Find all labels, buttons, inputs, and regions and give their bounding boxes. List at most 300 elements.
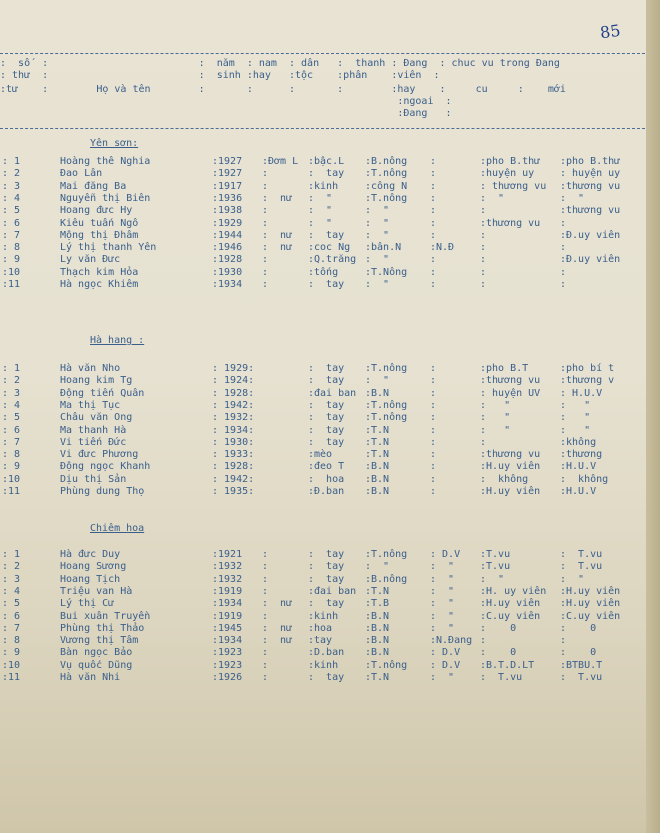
cell-new: :H.U.V <box>560 461 597 473</box>
table-row <box>0 449 650 460</box>
cell-new: : T.vu <box>560 561 603 573</box>
table-row <box>0 574 650 585</box>
header-line-4: :ngoai : <box>0 96 452 107</box>
header-line-3: :tư : Họ và tên : : : : :hay : cu : mới <box>0 84 566 95</box>
cell-name: Bui xuân Truyền <box>60 610 151 622</box>
cell-old: :thương vu <box>480 449 541 461</box>
cell-class: :B.N <box>365 461 390 473</box>
cell-gender: : <box>262 180 269 192</box>
cell-old: : 0 <box>480 622 517 634</box>
cell-party: : <box>430 424 437 436</box>
cell-party: : <box>430 387 437 399</box>
cell-ethnic: :hoa <box>308 622 333 634</box>
cell-class: :B.nông <box>365 156 408 167</box>
cell-no: : 9 <box>2 461 21 473</box>
cell-ethnic: :kinh <box>308 610 339 622</box>
cell-class: : " <box>365 254 390 266</box>
cell-year: : 1942: <box>212 473 255 485</box>
cell-ethnic: : tay <box>308 279 345 290</box>
cell-class: :T.nông <box>365 192 408 204</box>
cell-gender: : nư <box>262 635 293 647</box>
cell-party: : <box>430 449 437 461</box>
table-row <box>0 218 650 229</box>
table-row <box>0 561 650 572</box>
table-row <box>0 623 650 634</box>
cell-no: : 8 <box>2 242 21 254</box>
cell-gender: : <box>262 647 269 659</box>
table-row <box>0 635 650 646</box>
cell-class: : " <box>365 561 390 573</box>
cell-no: : 7 <box>2 436 21 448</box>
cell-gender: : <box>262 266 269 278</box>
cell-gender: : <box>262 217 269 229</box>
cell-old: :pho B.T <box>480 363 529 374</box>
cell-class: :T.nông <box>365 412 408 424</box>
cell-ethnic: :kinh <box>308 659 339 671</box>
section-title: Yên sơn: <box>90 138 139 149</box>
cell-no: : 6 <box>2 424 21 436</box>
cell-year: :1919 <box>212 585 243 597</box>
cell-new: :thương vu <box>560 205 621 217</box>
cell-year: :1934 <box>212 598 243 610</box>
cell-name: Vi tiến Đức <box>60 436 127 448</box>
cell-gender: :Đơm L <box>262 156 299 167</box>
cell-name: Nguyễn thị Biên <box>60 192 151 204</box>
cell-gender: : <box>262 672 269 683</box>
cell-name: Ma thanh Hà <box>60 424 127 436</box>
cell-party: : <box>430 279 437 290</box>
cell-party: : " <box>430 561 455 573</box>
cell-class: :T.N <box>365 436 390 448</box>
cell-old: : huyện UV <box>480 387 541 399</box>
cell-ethnic: :đai ban <box>308 585 357 597</box>
cell-old: :T.vu <box>480 561 511 573</box>
cell-new: :H.U.V <box>560 486 597 497</box>
cell-no: : 1 <box>2 156 21 167</box>
cell-class: : " <box>365 279 390 290</box>
cell-year: :1945 <box>212 622 243 634</box>
cell-new: : không <box>560 473 609 485</box>
cell-year: :1938 <box>212 205 243 217</box>
cell-ethnic: :tay <box>308 635 333 647</box>
cell-year: :1932 <box>212 561 243 573</box>
page-number: 85 <box>598 20 622 43</box>
cell-no: : 5 <box>2 598 21 610</box>
cell-no: : 3 <box>2 180 21 192</box>
cell-ethnic: : tay <box>308 363 345 374</box>
table-row <box>0 193 650 204</box>
header-line-2: : thư : : sinh :hay :tộc :phân :viên : <box>0 70 440 81</box>
cell-no: : 2 <box>2 375 21 387</box>
cell-ethnic: : tay <box>308 436 345 448</box>
cell-party: : <box>430 266 437 278</box>
cell-ethnic: : tay <box>308 399 345 411</box>
cell-ethnic: : hoa <box>308 473 345 485</box>
table-row <box>0 230 650 241</box>
cell-new: :không <box>560 436 597 448</box>
cell-ethnic: :D.ban <box>308 647 345 659</box>
table-row <box>0 375 650 386</box>
cell-year: :1927 <box>212 156 243 167</box>
cell-ethnic: :đeo T <box>308 461 345 473</box>
cell-year: :1932 <box>212 573 243 585</box>
cell-name: Phùng dung Thọ <box>60 486 145 497</box>
cell-old: : <box>480 205 487 217</box>
cell-ethnic: :bậc.L <box>308 156 345 167</box>
cell-name: Lý thị Cư <box>60 598 115 610</box>
cell-name: Bàn ngọc Bảo <box>60 647 133 659</box>
cell-ethnic: : tay <box>308 168 345 180</box>
header-bottom-rule <box>0 128 650 129</box>
cell-party: : <box>430 412 437 424</box>
cell-class: :công N <box>365 180 408 192</box>
cell-old: :T.vu <box>480 549 511 560</box>
cell-class: :T.N <box>365 585 390 597</box>
cell-party: : D.V <box>430 659 461 671</box>
cell-new: : H.U.V <box>560 387 603 399</box>
cell-name: Kiêu tuấn Ngô <box>60 217 139 229</box>
cell-name: Vụ quốc Dũng <box>60 659 133 671</box>
cell-old: :C.uy viên <box>480 610 541 622</box>
table-row <box>0 267 650 278</box>
cell-ethnic: :kinh <box>308 180 339 192</box>
cell-new: : " <box>560 573 585 585</box>
cell-party: : " <box>430 598 455 610</box>
cell-gender: : <box>262 279 269 290</box>
cell-no: : 2 <box>2 168 21 180</box>
table-row <box>0 474 650 485</box>
cell-class: :B.nông <box>365 573 408 585</box>
cell-old: :H. uy viên <box>480 585 547 597</box>
table-row <box>0 156 650 167</box>
table-row <box>0 279 650 290</box>
cell-new: : <box>560 217 567 229</box>
cell-old: :thương vu <box>480 217 541 229</box>
cell-gender: : <box>262 659 269 671</box>
cell-new: : " <box>560 399 591 411</box>
cell-new: : " <box>560 192 585 204</box>
cell-year: : 1929: <box>212 363 255 374</box>
cell-gender: : <box>262 168 269 180</box>
cell-class: :T.nông <box>365 168 408 180</box>
cell-name: Mộng thị Đhâm <box>60 229 139 241</box>
cell-ethnic: : " <box>308 205 333 217</box>
cell-old: : <box>480 242 487 254</box>
table-row <box>0 205 650 216</box>
cell-new: : <box>560 242 567 254</box>
cell-new: : T.vu <box>560 549 603 560</box>
cell-party: : <box>430 436 437 448</box>
table-row <box>0 400 650 411</box>
cell-no: : 5 <box>2 412 21 424</box>
cell-year: : 1932: <box>212 412 255 424</box>
cell-party: : <box>430 229 437 241</box>
table-row <box>0 647 650 658</box>
cell-new: : <box>560 635 567 647</box>
table-row <box>0 486 650 497</box>
cell-year: :1923 <box>212 659 243 671</box>
cell-year: :1944 <box>212 229 243 241</box>
cell-no: : 4 <box>2 585 21 597</box>
cell-ethnic: :Q.trăng <box>308 254 357 266</box>
cell-ethnic: :mèo <box>308 449 333 461</box>
cell-class: :bân.N <box>365 242 402 254</box>
cell-no: : 7 <box>2 229 21 241</box>
cell-year: : 1928: <box>212 461 255 473</box>
cell-new: :H.uy viên <box>560 598 621 610</box>
cell-old: : " <box>480 424 511 436</box>
cell-ethnic: : tay <box>308 561 345 573</box>
cell-party: :N.Đang <box>430 635 473 647</box>
table-row <box>0 363 650 374</box>
cell-year: :1936 <box>212 192 243 204</box>
header-top-rule <box>0 53 650 54</box>
cell-year: :1919 <box>212 610 243 622</box>
cell-party: : <box>430 486 437 497</box>
table-row <box>0 672 650 683</box>
cell-class: :B.N <box>365 387 390 399</box>
cell-gender: : <box>262 205 269 217</box>
cell-party: : D.V <box>430 549 461 560</box>
cell-name: Ma thị Tục <box>60 399 121 411</box>
cell-party: : <box>430 254 437 266</box>
cell-gender: : <box>262 549 269 560</box>
cell-old: : không <box>480 473 529 485</box>
cell-new: :C.uy viên <box>560 610 621 622</box>
cell-class: :B.N <box>365 486 390 497</box>
cell-name: Lý thị thanh Yên <box>60 242 157 254</box>
cell-old: : 0 <box>480 647 517 659</box>
cell-new: : <box>560 279 567 290</box>
cell-name: Hoang Sương <box>60 561 127 573</box>
cell-name: Phùng thị Thảo <box>60 622 145 634</box>
cell-old: :H.uy viên <box>480 486 541 497</box>
cell-name: Vi đưc Phương <box>60 449 139 461</box>
cell-ethnic: : " <box>308 192 333 204</box>
table-row <box>0 181 650 192</box>
cell-year: :1921 <box>212 549 243 560</box>
cell-year: :1930 <box>212 266 243 278</box>
cell-no: :11 <box>2 486 21 497</box>
cell-ethnic: : " <box>308 217 333 229</box>
table-row <box>0 437 650 448</box>
cell-gender: : <box>262 585 269 597</box>
cell-new: :thương <box>560 449 603 461</box>
cell-ethnic: : tay <box>308 229 345 241</box>
cell-class: :T.nông <box>365 363 408 374</box>
cell-party: : <box>430 168 437 180</box>
cell-name: Hoang Tịch <box>60 573 121 585</box>
cell-new: : 0 <box>560 647 597 659</box>
cell-ethnic: :tống <box>308 266 339 278</box>
cell-party: : D.V <box>430 647 461 659</box>
cell-old: :B.T.D.LT <box>480 659 535 671</box>
cell-old: :huyện uy <box>480 168 535 180</box>
cell-new: :pho bí t <box>560 363 615 374</box>
cell-class: :B.N <box>365 635 390 647</box>
cell-class: :T.N <box>365 672 390 683</box>
cell-old: : " <box>480 399 511 411</box>
cell-party: : <box>430 375 437 387</box>
cell-year: : 1934: <box>212 424 255 436</box>
cell-ethnic: :coc Ng <box>308 242 351 254</box>
cell-party: : <box>430 363 437 374</box>
cell-new: :pho B.thư <box>560 156 621 167</box>
cell-no: : 9 <box>2 254 21 266</box>
cell-no: :10 <box>2 659 21 671</box>
cell-old: : " <box>480 573 505 585</box>
cell-new: :Đ.uy viên <box>560 229 621 241</box>
cell-new: : huyện uy <box>560 168 621 180</box>
cell-name: Động tiến Quân <box>60 387 145 399</box>
cell-no: : 4 <box>2 399 21 411</box>
cell-class: :T.B <box>365 598 390 610</box>
cell-year: : 1942: <box>212 399 255 411</box>
table-row <box>0 168 650 179</box>
cell-ethnic: :Đ.ban <box>308 486 345 497</box>
cell-ethnic: : tay <box>308 424 345 436</box>
cell-old: : " <box>480 192 505 204</box>
table-row <box>0 598 650 609</box>
cell-party: : <box>430 156 437 167</box>
cell-no: :10 <box>2 473 21 485</box>
cell-new: : " <box>560 424 591 436</box>
cell-year: : 1924: <box>212 375 255 387</box>
cell-year: :1917 <box>212 180 243 192</box>
cell-name: Hà đưc Duy <box>60 549 121 560</box>
cell-new: :BTBU.T <box>560 659 603 671</box>
cell-gender: : nư <box>262 598 293 610</box>
cell-ethnic: : tay <box>308 672 345 683</box>
cell-no: : 2 <box>2 561 21 573</box>
cell-new: :H.uy viên <box>560 585 621 597</box>
cell-old: :thương vu <box>480 375 541 387</box>
cell-ethnic: : tay <box>308 412 345 424</box>
cell-party: : " <box>430 622 455 634</box>
cell-class: :B.N <box>365 622 390 634</box>
cell-gender: : nư <box>262 242 293 254</box>
cell-gender: : nư <box>262 622 293 634</box>
cell-no: : 1 <box>2 363 21 374</box>
cell-class: :B.N <box>365 473 390 485</box>
cell-no: :11 <box>2 279 21 290</box>
cell-new: :thương v <box>560 375 615 387</box>
table-row <box>0 388 650 399</box>
cell-name: Hà ngọc Khiêm <box>60 279 139 290</box>
cell-name: Hoang kim Tg <box>60 375 133 387</box>
header-line-1: : số : : năm : nam : dân : thanh : Đang : chuc vu trong Đang <box>0 58 560 69</box>
table-row <box>0 549 650 560</box>
table-row <box>0 461 650 472</box>
cell-party: : <box>430 473 437 485</box>
cell-party: : <box>430 192 437 204</box>
cell-name: Châu văn Ong <box>60 412 133 424</box>
cell-party: : <box>430 217 437 229</box>
cell-ethnic: : tay <box>308 598 345 610</box>
cell-no: :11 <box>2 672 21 683</box>
cell-gender: : nư <box>262 229 293 241</box>
cell-year: : 1935: <box>212 486 255 497</box>
cell-year: : 1933: <box>212 449 255 461</box>
header-line-5: :Đang : <box>0 108 452 119</box>
cell-class: :T.nông <box>365 659 408 671</box>
cell-class: :B.N <box>365 610 390 622</box>
cell-new: : <box>560 266 567 278</box>
cell-class: : " <box>365 205 390 217</box>
cell-year: :1928 <box>212 254 243 266</box>
cell-name: Đao Lân <box>60 168 103 180</box>
cell-ethnic: : tay <box>308 573 345 585</box>
cell-new: : 0 <box>560 622 597 634</box>
cell-old: : thương vu <box>480 180 547 192</box>
table-row <box>0 242 650 253</box>
table-row <box>0 412 650 423</box>
cell-old: :H.uy viên <box>480 598 541 610</box>
cell-new: : " <box>560 412 591 424</box>
cell-name: Mai đăng Ba <box>60 180 127 192</box>
cell-ethnic: :đai ban <box>308 387 357 399</box>
table-row <box>0 425 650 436</box>
cell-year: :1934 <box>212 635 243 647</box>
cell-gender: : <box>262 561 269 573</box>
table-row <box>0 611 650 622</box>
cell-year: : 1928: <box>212 387 255 399</box>
cell-gender: : <box>262 573 269 585</box>
cell-year: :1927 <box>212 168 243 180</box>
section-title: Chiêm hoa <box>90 523 145 534</box>
cell-no: : 6 <box>2 610 21 622</box>
cell-new: :thương vu <box>560 180 621 192</box>
cell-year: :1929 <box>212 217 243 229</box>
cell-class: : " <box>365 375 390 387</box>
cell-year: :1923 <box>212 647 243 659</box>
cell-new: :Đ.uy viên <box>560 254 621 266</box>
cell-no: :10 <box>2 266 21 278</box>
cell-name: Hà văn Nhi <box>60 672 121 683</box>
cell-party: : <box>430 461 437 473</box>
cell-year: :1926 <box>212 672 243 683</box>
cell-old: : <box>480 254 487 266</box>
cell-class: :T.N <box>365 449 390 461</box>
cell-year: :1934 <box>212 279 243 290</box>
table-row <box>0 254 650 265</box>
section-title: Hà hang : <box>90 335 145 346</box>
cell-no: : 5 <box>2 205 21 217</box>
cell-party: : " <box>430 585 455 597</box>
cell-no: : 3 <box>2 573 21 585</box>
cell-party: :N.Đ <box>430 242 455 254</box>
cell-name: Vương thị Tâm <box>60 635 139 647</box>
cell-no: : 7 <box>2 622 21 634</box>
cell-no: : 8 <box>2 449 21 461</box>
cell-class: : " <box>365 229 390 241</box>
cell-gender: : <box>262 610 269 622</box>
cell-class: :T.N <box>365 424 390 436</box>
cell-old: : <box>480 436 487 448</box>
cell-no: : 3 <box>2 387 21 399</box>
cell-name: Hà văn Nho <box>60 363 121 374</box>
cell-party: : " <box>430 610 455 622</box>
cell-name: Triệu van Hà <box>60 585 133 597</box>
cell-party: : <box>430 205 437 217</box>
cell-no: : 6 <box>2 217 21 229</box>
table-row <box>0 660 650 671</box>
cell-no: : 1 <box>2 549 21 560</box>
cell-gender: : nư <box>262 192 293 204</box>
cell-old: :pho B.thư <box>480 156 541 167</box>
cell-class: :T.Nông <box>365 266 408 278</box>
cell-class: : " <box>365 217 390 229</box>
